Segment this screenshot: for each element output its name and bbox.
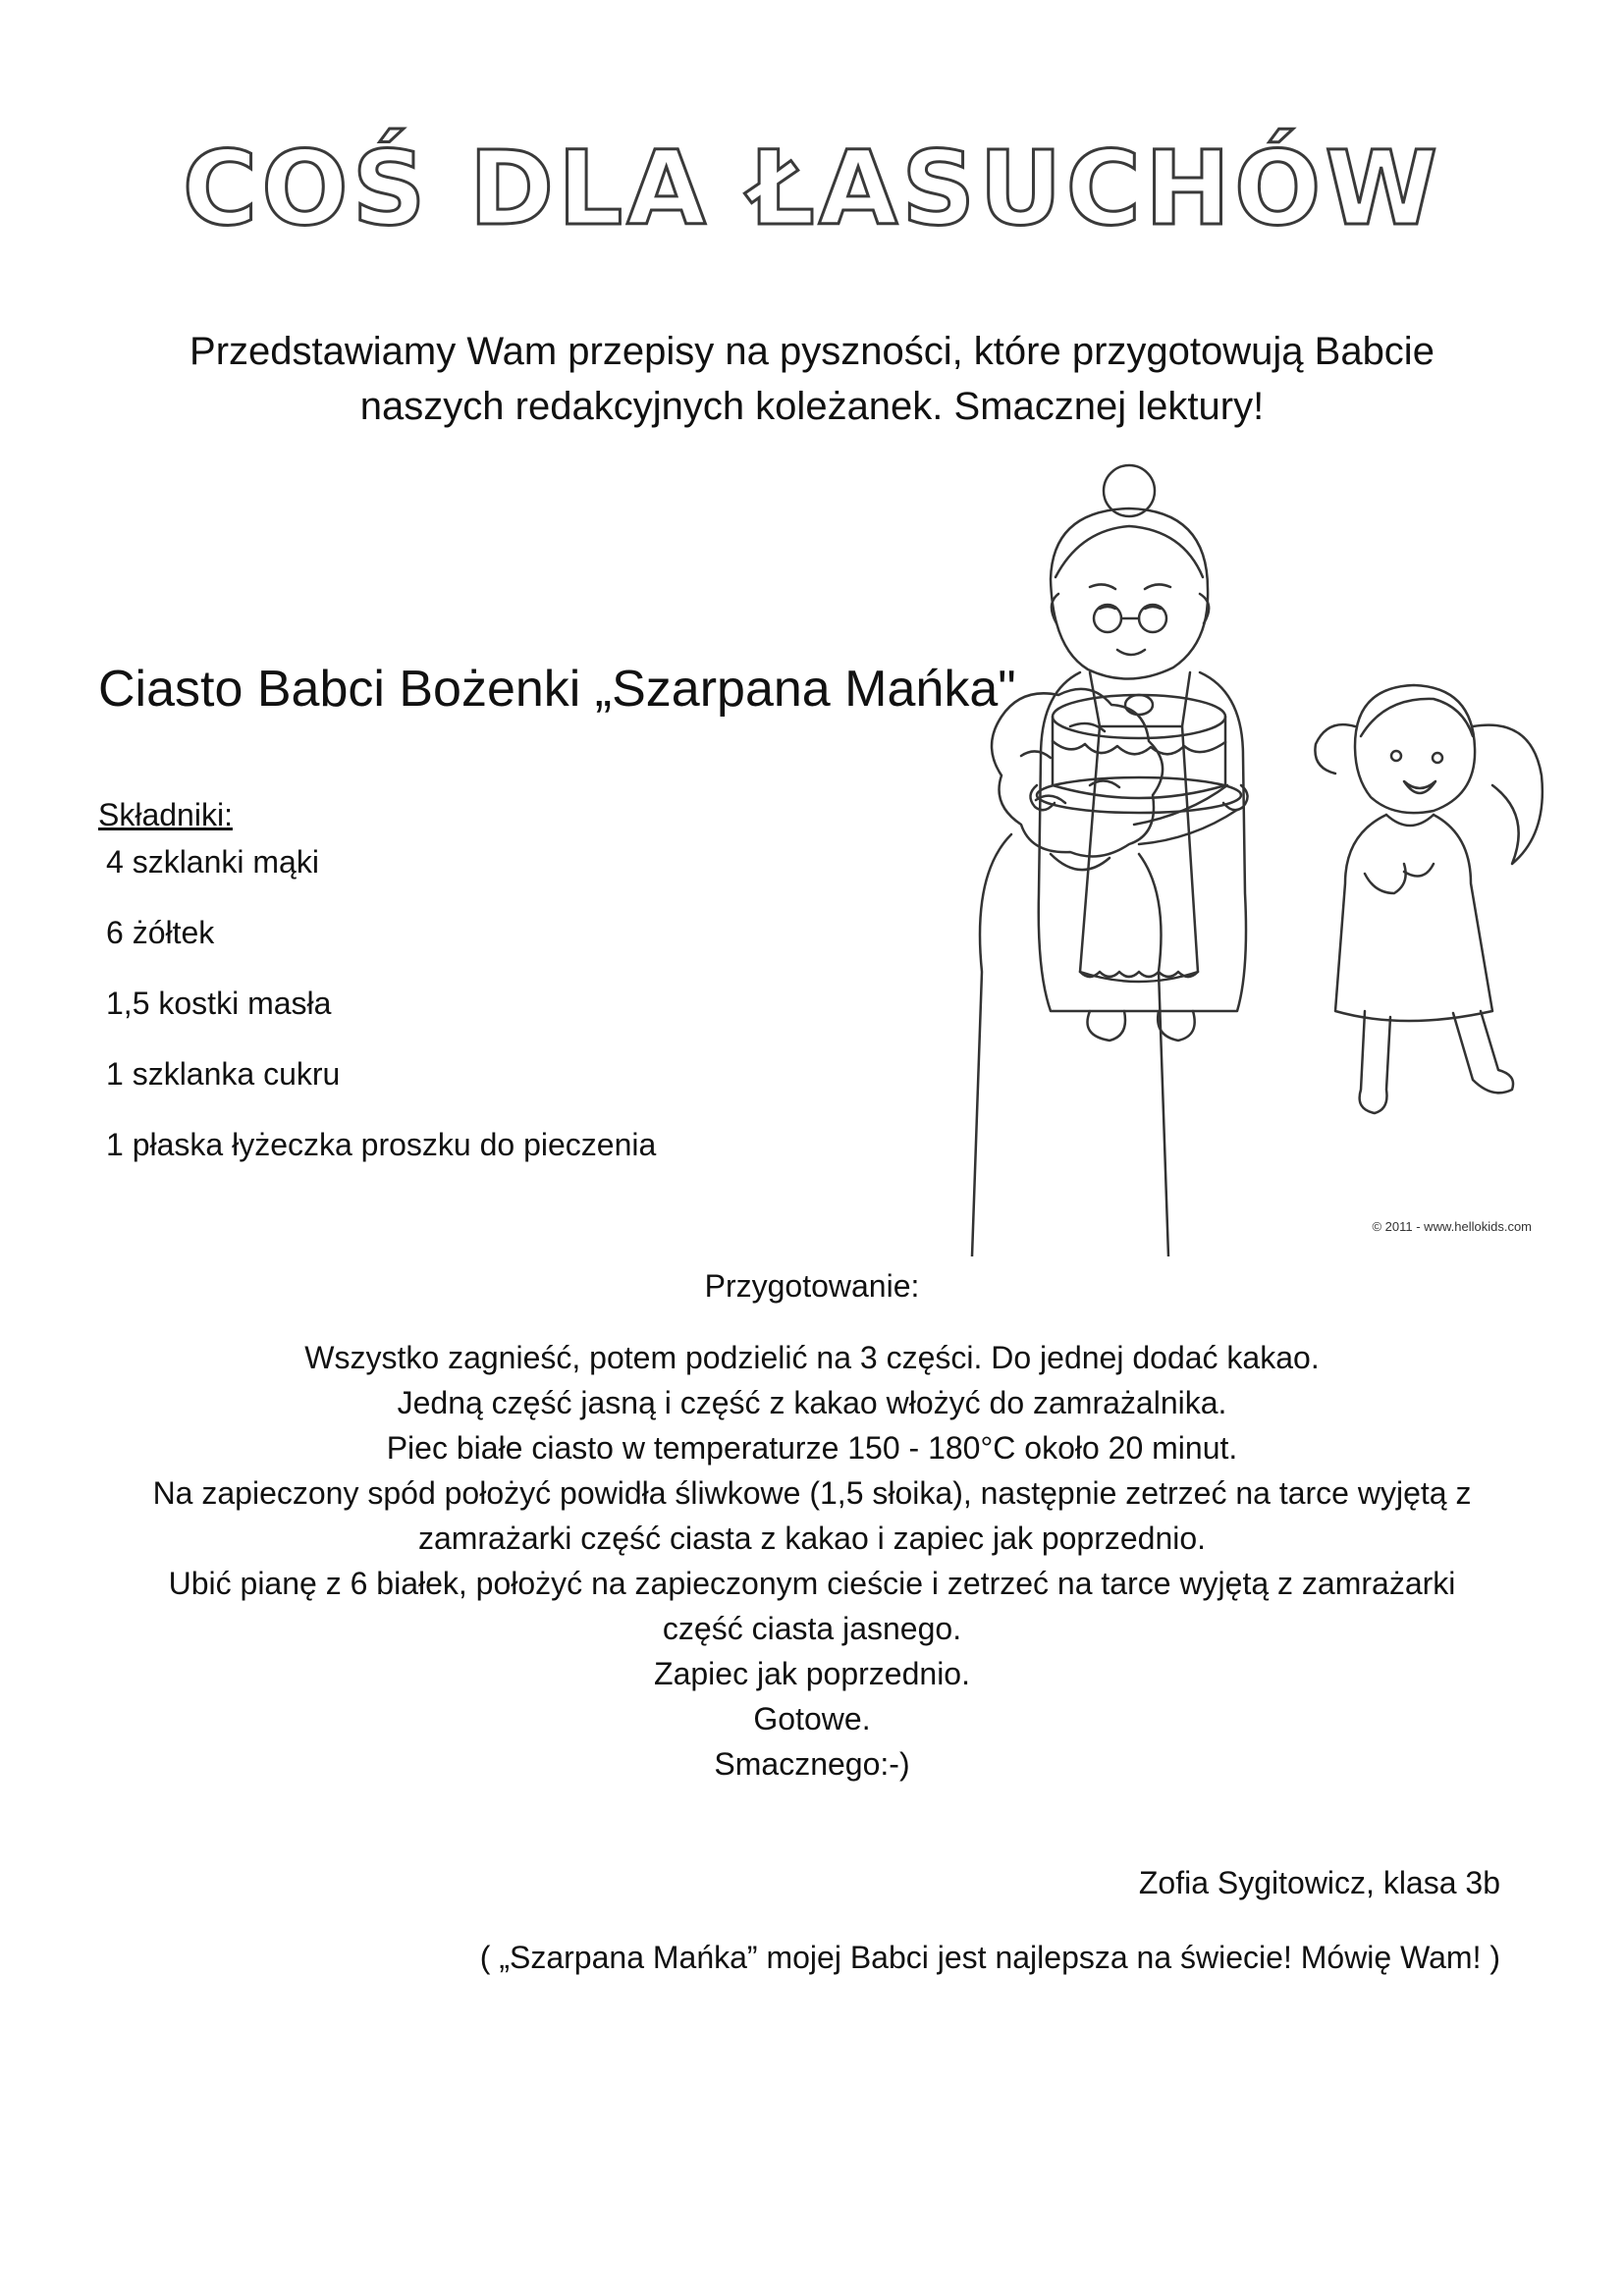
glasses-left: [1094, 605, 1121, 632]
grandma-head: [1051, 508, 1208, 679]
boy-arm: [1134, 785, 1227, 825]
cake-body: [1053, 717, 1225, 798]
intro-line: naszych redakcyjnych koleżanek. Smacznej lektury!: [359, 385, 1265, 428]
ingredients-heading: Składniki:: [98, 797, 233, 832]
intro-line: Przedstawiamy Wam przepisy na pyszności, które przygotowują Babcie: [189, 330, 1435, 373]
ingredient-item: 6 żółtek: [106, 915, 215, 950]
glasses-right: [1139, 605, 1166, 632]
ingredient-item: 1,5 kostki masła: [106, 986, 332, 1021]
preparation-line: Jedną część jasną i część z kakao włożyć do zamrażalnika.: [397, 1385, 1227, 1420]
author-signature: Zofia Sygitowicz, klasa 3b: [1138, 1865, 1500, 1900]
preparation-line: Na zapieczony spód położyć powidła śliwkowe (1,5 słoika), następnie zetrzeć na tarce wyjętą z: [152, 1475, 1472, 1511]
preparation-line: Piec białe ciasto w temperaturze 150 - 180°C około 20 minut.: [386, 1430, 1238, 1466]
preparation-heading: [0, 1268, 1624, 1305]
ingredient-item: 4 szklanki mąki: [106, 844, 319, 880]
preparation-line: Smacznego:-): [714, 1746, 910, 1782]
preparation-line: Wszystko zagnieść, potem podzielić na 3 części. Do jednej dodać kakao.: [304, 1340, 1320, 1375]
boy-body: [972, 834, 1011, 1256]
footnote: ( „Szarpana Mańka” mojej Babci jest najlepsza na świecie! Mówię Wam! ): [479, 1940, 1500, 1975]
ingredient-item: 1 płaska łyżeczka proszku do pieczenia: [106, 1127, 657, 1162]
preparation-line: Zapiec jak poprzednio.: [654, 1656, 970, 1691]
preparation-heading-text: Przygotowanie:: [704, 1268, 920, 1304]
recipe-title: Ciasto Babci Bożenki „Szarpana Mańka": [98, 661, 1016, 718]
cake-cherry: [1125, 695, 1153, 715]
girl-dress: [1335, 815, 1492, 1021]
preparation-line: zamrażarki część ciasta z kakao i zapiec jak poprzednio.: [417, 1521, 1207, 1556]
girl-ponytail: [1473, 725, 1543, 864]
preparation-line: Ubić pianę z 6 białek, położyć na zapieczonym cieście i zetrzeć na tarce wyjętą z zamrażarki: [168, 1566, 1456, 1601]
preparation-line: Gotowe.: [753, 1701, 871, 1736]
grandma-cake-illustration: [943, 461, 1595, 1256]
girl-head: [1355, 685, 1475, 813]
preparation-instructions: [88, 1335, 1536, 1787]
ingredients-list: [106, 842, 656, 1196]
boy-head: [992, 689, 1163, 857]
intro-paragraph: [88, 324, 1536, 434]
page-title: COŚ DLA ŁASUCHÓW: [182, 129, 1442, 248]
illustration-credit: © 2011 - www.hellokids.com: [1372, 1219, 1532, 1234]
preparation-line: część ciasta jasnego.: [662, 1611, 962, 1646]
ingredient-item: 1 szklanka cukru: [106, 1056, 341, 1092]
